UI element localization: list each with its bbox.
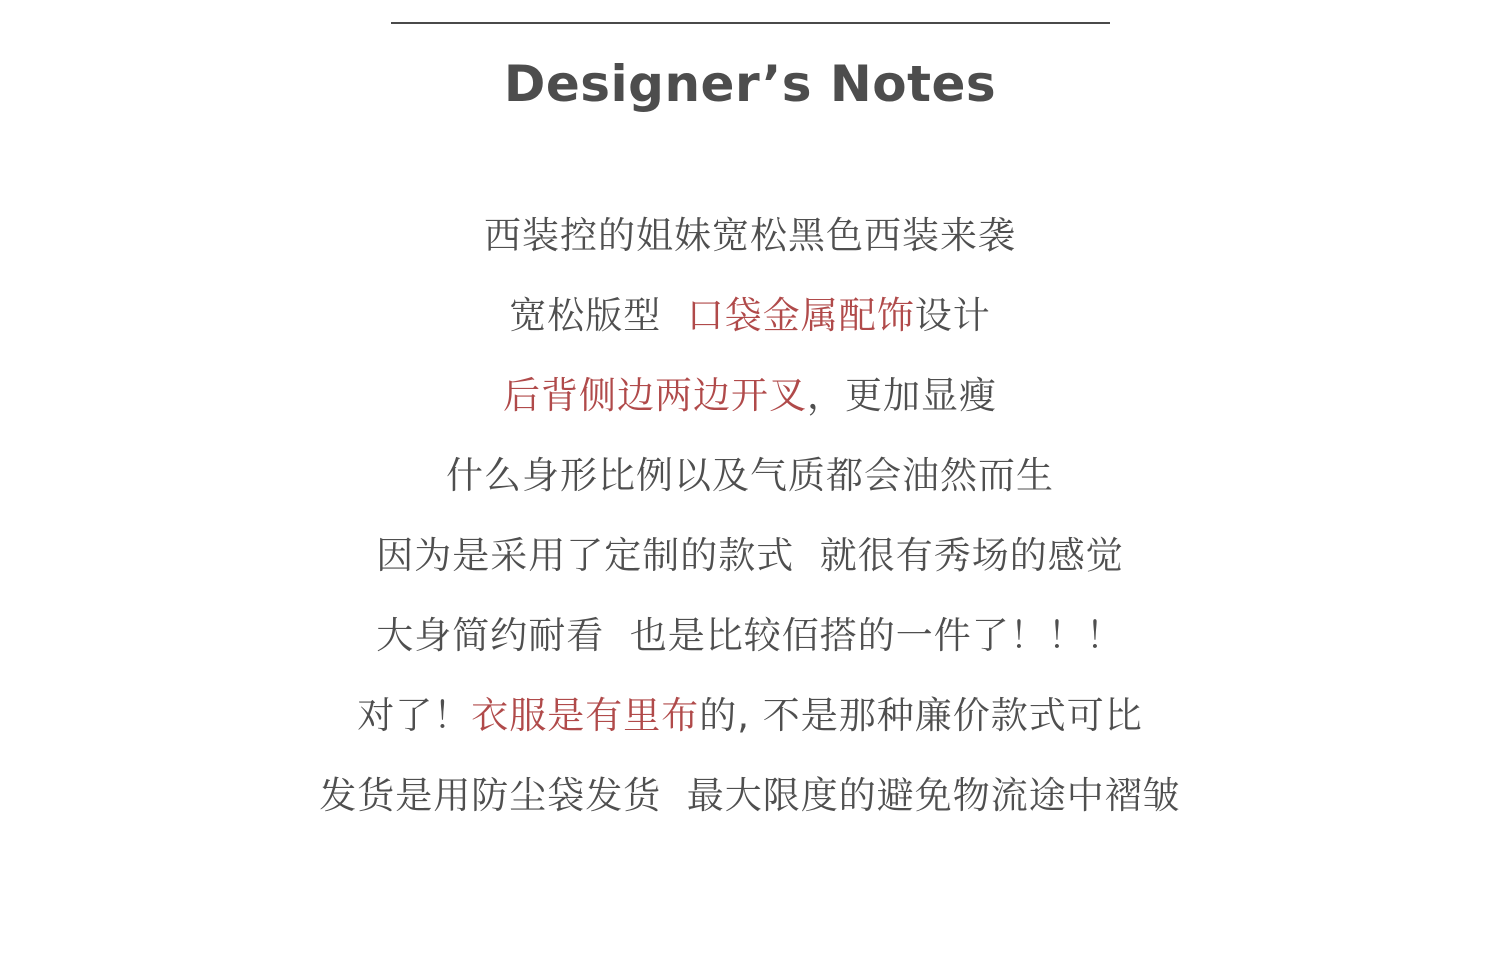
note-line-8 — [0, 768, 1500, 848]
note-highlight: 后背侧边两边开叉 — [503, 374, 807, 417]
note-text: 宽松版型 — [509, 294, 687, 337]
top-divider — [391, 22, 1110, 24]
designer-notes-body — [0, 208, 1500, 848]
note-text: 西装控的姐妹宽松黑色西装来袭 — [484, 214, 1016, 257]
note-line-2 — [0, 288, 1500, 368]
note-text: ，更加显瘦 — [807, 374, 997, 417]
note-line-7 — [0, 688, 1500, 768]
note-text: 发货是用防尘袋发货 最大限度的避免物流途中褶皱 — [319, 774, 1181, 817]
note-text: 的, 不是那种廉价款式可比 — [699, 694, 1143, 737]
note-line-3 — [0, 368, 1500, 448]
note-text: 因为是采用了定制的款式 就很有秀场的感觉 — [376, 534, 1124, 577]
note-line-6 — [0, 608, 1500, 688]
note-line-4 — [0, 448, 1500, 528]
note-text: 什么身形比例以及气质都会油然而生 — [446, 454, 1054, 497]
note-text: 设计 — [914, 294, 991, 337]
note-line-1 — [0, 208, 1500, 288]
note-line-5 — [0, 528, 1500, 608]
note-highlight: 口袋金属配饰 — [686, 294, 915, 337]
note-highlight: 衣服是有里布 — [471, 694, 700, 737]
note-text: 对了！ — [357, 694, 472, 737]
note-text: 大身简约耐看 也是比较佰搭的一件了！！！ — [376, 614, 1124, 657]
section-title: Designer’s Notes — [503, 55, 997, 113]
